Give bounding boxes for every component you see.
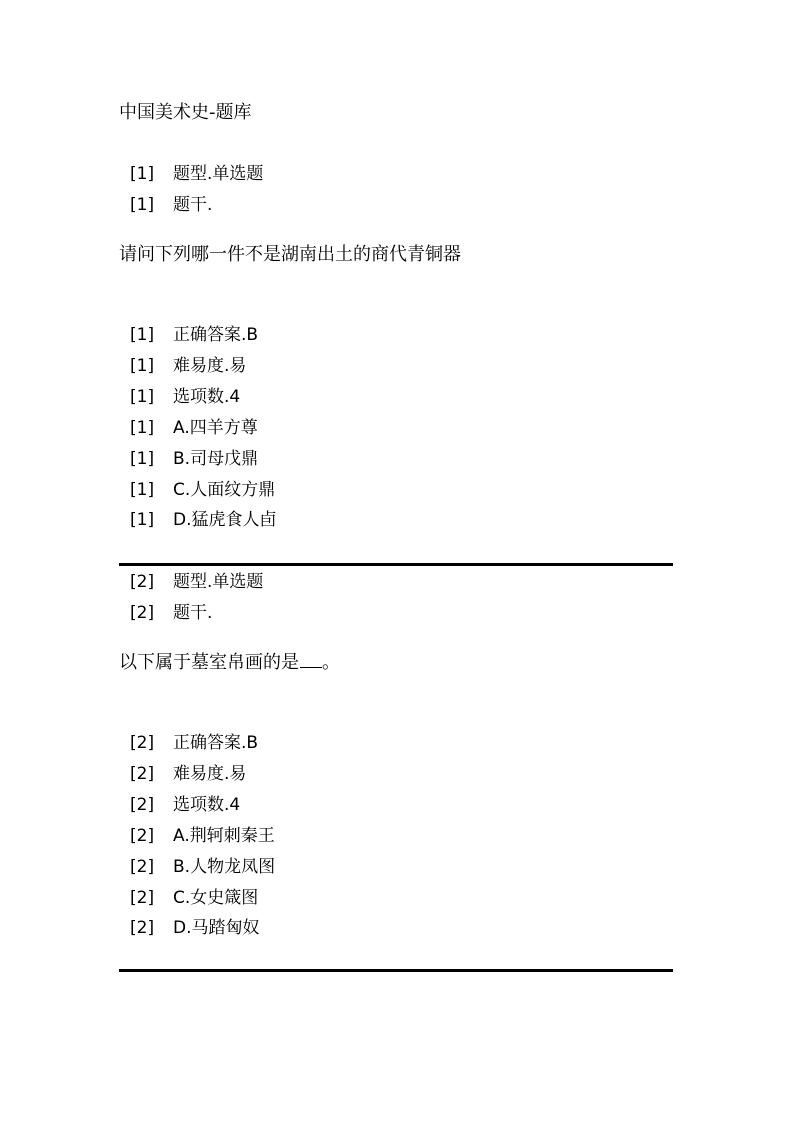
section-divider <box>119 563 673 566</box>
option-row <box>130 508 277 532</box>
option-count-row <box>130 385 240 409</box>
option-count-row <box>130 793 240 817</box>
option-a: A.四羊方尊 <box>173 418 258 438</box>
stem-label: 题干. <box>173 195 213 215</box>
option-d: D.猛虎食人卣 <box>173 510 277 530</box>
fill-blank <box>300 651 322 668</box>
option-row <box>130 824 275 848</box>
correct-answer: 正确答案.B <box>173 325 259 345</box>
question-stem <box>119 651 340 675</box>
option-row <box>130 447 258 471</box>
question-index: [1] <box>130 195 155 215</box>
question-index: [2] <box>130 795 155 815</box>
stem-text: 请问下列哪一件不是湖南出土的商代青铜器 <box>119 244 461 265</box>
stem-label-row <box>130 193 212 217</box>
option-row <box>130 886 258 910</box>
document-title: 中国美术史-题库 <box>119 102 252 123</box>
question-index: [1] <box>130 164 155 184</box>
option-b: B.人物龙凤图 <box>173 857 276 877</box>
type-row <box>130 162 263 186</box>
option-b: B.司母戊鼎 <box>173 449 259 469</box>
question-index: [2] <box>130 733 155 753</box>
stem-label-row <box>130 601 212 625</box>
question-index: [2] <box>130 918 155 938</box>
question-stem <box>119 243 461 267</box>
option-row <box>130 855 275 879</box>
question-index: [1] <box>130 480 155 500</box>
difficulty: 难易度.易 <box>173 356 247 376</box>
question-index: [1] <box>130 449 155 469</box>
question-type: 题型.单选题 <box>173 164 264 184</box>
stem-label: 题干. <box>173 603 213 623</box>
question-index: [2] <box>130 826 155 846</box>
question-index: [1] <box>130 387 155 407</box>
option-row <box>130 478 275 502</box>
question-type: 题型.单选题 <box>173 572 264 592</box>
option-row <box>130 416 258 440</box>
question-index: [2] <box>130 857 155 877</box>
question-index: [1] <box>130 356 155 376</box>
option-count: 选项数.4 <box>173 795 241 815</box>
section-divider <box>119 969 673 972</box>
option-count: 选项数.4 <box>173 387 241 407</box>
question-index: [2] <box>130 764 155 784</box>
stem-tail: 。 <box>322 652 340 673</box>
answer-row <box>130 731 258 755</box>
option-c: C.女史箴图 <box>173 888 259 908</box>
option-c: C.人面纹方鼎 <box>173 480 276 500</box>
option-row <box>130 916 260 940</box>
option-a: A.荆轲刺秦王 <box>173 826 275 846</box>
difficulty-row <box>130 762 246 786</box>
option-d: D.马踏匈奴 <box>173 918 260 938</box>
difficulty-row <box>130 354 246 378</box>
correct-answer: 正确答案.B <box>173 733 259 753</box>
question-index: [2] <box>130 603 155 623</box>
question-index: [1] <box>130 510 155 530</box>
question-index: [1] <box>130 325 155 345</box>
question-index: [2] <box>130 888 155 908</box>
question-index: [2] <box>130 572 155 592</box>
type-row <box>130 570 263 594</box>
stem-text: 以下属于墓室帛画的是 <box>119 652 299 673</box>
answer-row <box>130 323 258 347</box>
question-index: [1] <box>130 418 155 438</box>
difficulty: 难易度.易 <box>173 764 247 784</box>
